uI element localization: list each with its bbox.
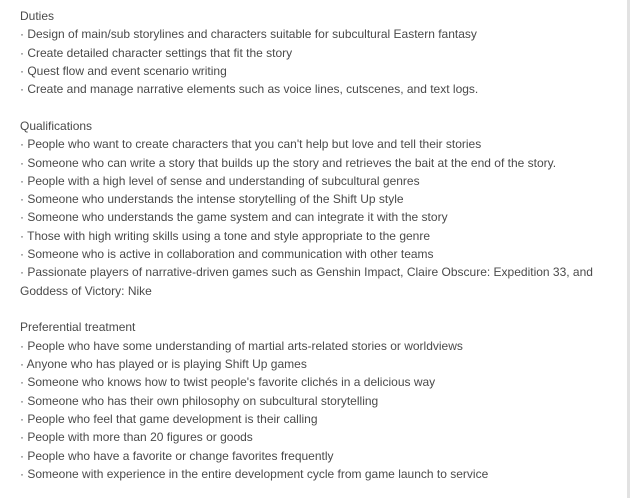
duties-list bbox=[20, 25, 620, 98]
duties-section bbox=[20, 7, 620, 98]
job-posting-document bbox=[20, 7, 620, 483]
list-item: · People who feel that game development is their calling bbox=[20, 411, 318, 426]
list-item: · Passionate players of narrative-driven games such as Genshin Impact, Claire Obscure: Expedition 33, and Goddess of Victory: Nike bbox=[20, 265, 593, 298]
list-item: · People who have some understanding of martial arts-related stories or worldviews bbox=[20, 338, 463, 353]
list-item: · Anyone who has played or is playing Shift Up games bbox=[20, 357, 307, 372]
list-item: · People who have a favorite or change favorites frequently bbox=[20, 448, 334, 463]
list-item: · Someone who is active in collaboration and communication with other teams bbox=[20, 247, 434, 262]
list-item: · Create and manage narrative elements such as voice lines, cutscenes, and text logs. bbox=[20, 82, 479, 97]
list-item: · Someone who understands the game system and can integrate it with the story bbox=[20, 210, 448, 225]
preferential-treatment-list bbox=[20, 337, 620, 483]
list-item: · Design of main/sub storylines and characters suitable for subcultural Eastern fantasy bbox=[20, 27, 477, 42]
section-heading-preferential-treatment: Preferential treatment bbox=[20, 320, 136, 335]
list-item: · People with more than 20 figures or goods bbox=[20, 430, 253, 445]
section-heading-duties: Duties bbox=[20, 9, 55, 23]
list-item: · Create detailed character settings that fit the story bbox=[20, 45, 293, 60]
list-item: · People who want to create characters that you can't help but love and tell their stories bbox=[20, 137, 482, 152]
qualifications-list bbox=[20, 135, 620, 300]
list-item: · Quest flow and event scenario writing bbox=[20, 63, 227, 78]
list-item: · Someone who has their own philosophy on subcultural storytelling bbox=[20, 393, 379, 408]
preferential-treatment-section bbox=[20, 318, 620, 483]
list-item: · Someone who can write a story that builds up the story and retrieves the bait at the end of the story. bbox=[20, 155, 557, 170]
list-item: · Someone with experience in the entire development cycle from game launch to service bbox=[20, 466, 489, 481]
section-heading-qualifications: Qualifications bbox=[20, 118, 93, 133]
list-item: · Someone who knows how to twist people's favorite clichés in a delicious way bbox=[20, 375, 436, 390]
list-item: · Those with high writing skills using a tone and style appropriate to the genre bbox=[20, 228, 431, 243]
list-item: · Someone who understands the intense storytelling of the Shift Up style bbox=[20, 192, 404, 207]
qualifications-section bbox=[20, 117, 620, 300]
list-item: · People with a high level of sense and understanding of subcultural genres bbox=[20, 173, 420, 188]
